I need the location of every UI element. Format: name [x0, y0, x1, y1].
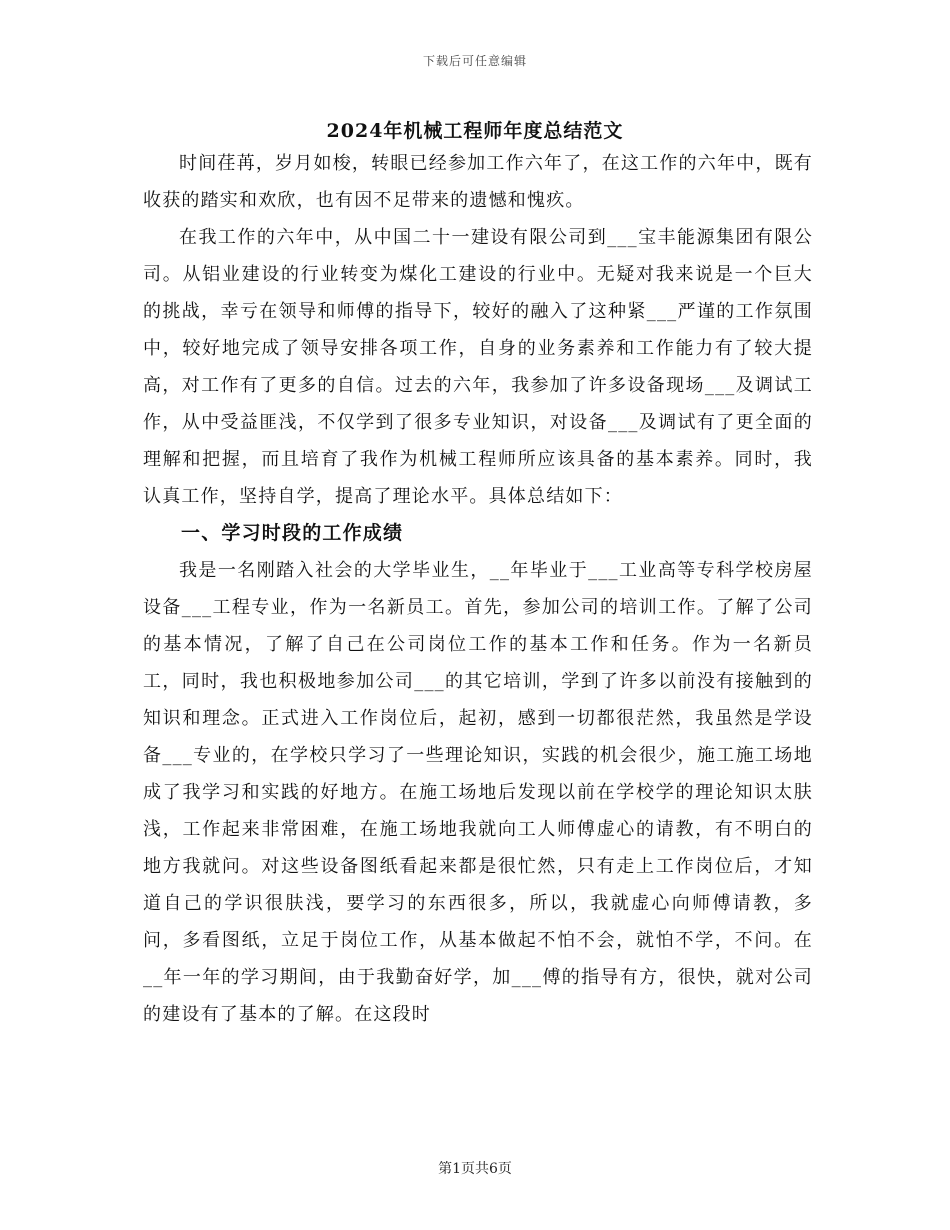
paragraph-section-1: 我是一名刚踏入社会的大学毕业生，__年毕业于___工业高等专科学校房屋设备___工程专业，作为一名新员工。首先，参加公司的培训工作。了解了公司的基本情况，了解了自己在公司岗位工作的基本工作和任务。作为一名新员工，同时，我也积极地参加公司___的其它培训，学到了许多以前没有接触到的知识和理念。正式进入工作岗位后，起初，感到一切都很茫然，我虽然是学设备___专业的，在学校只学习了一些理论知识，实践的机会很少，施工施工场地成了我学习和实践的好地方。在施工场地后发现以前在学校学的理论知识太肤浅，工作起来非常困难，在施工场地我就向工人师傅虚心的请教，有不明白的地方我就问。对这些设备图纸看起来都是很忙然，只有走上工作岗位后，才知道自己的学识很肤浅，要学习的东西很多，所以，我就虚心向师傅请教，多问，多看图纸，立足于岗位工作，从基本做起不怕不会，就怕不学，不问。在__年一年的学习期间，由于我勤奋好学，加___傅的指导有方，很快，就对公司的建设有了基本的了解。在这段时	[143, 560, 813, 1025]
document-title: 2024年机械工程师年度总结范文	[326, 120, 624, 142]
paragraph-intro: 时间荏苒，岁月如梭，转眼已经参加工作六年了，在这工作的六年中，既有收获的踏实和欢欣，也有因不足带来的遗憾和愧疚。	[143, 153, 813, 211]
page-number: 第1页共6页	[438, 1161, 512, 1177]
header-note: 下载后可任意编辑	[422, 54, 527, 68]
section-heading: 一、学习时段的工作成绩	[181, 522, 404, 544]
paragraph-overview: 在我工作的六年中，从中国二十一建设有限公司到___宝丰能源集团有限公司。从铝业建设的行业转变为煤化工建设的行业中。无疑对我来说是一个巨大的挑战，幸亏在领导和师傅的指导下，较好的融入了这种紧___严谨的工作氛围中，较好地完成了领导安排各项工作，自身的业务素养和工作能力有了较大提高，对工作有了更多的自信。过去的六年，我参加了许多设备现场___及调试工作，从中受益匪浅，不仅学到了很多专业知识，对设备___及调试有了更全面的理解和把握，而且培育了我作为机械工程师所应该具备的基本素养。同时，我认真工作，坚持自学，提高了理论水平。具体总结如下：	[143, 227, 813, 507]
document-body	[143, 145, 813, 1033]
